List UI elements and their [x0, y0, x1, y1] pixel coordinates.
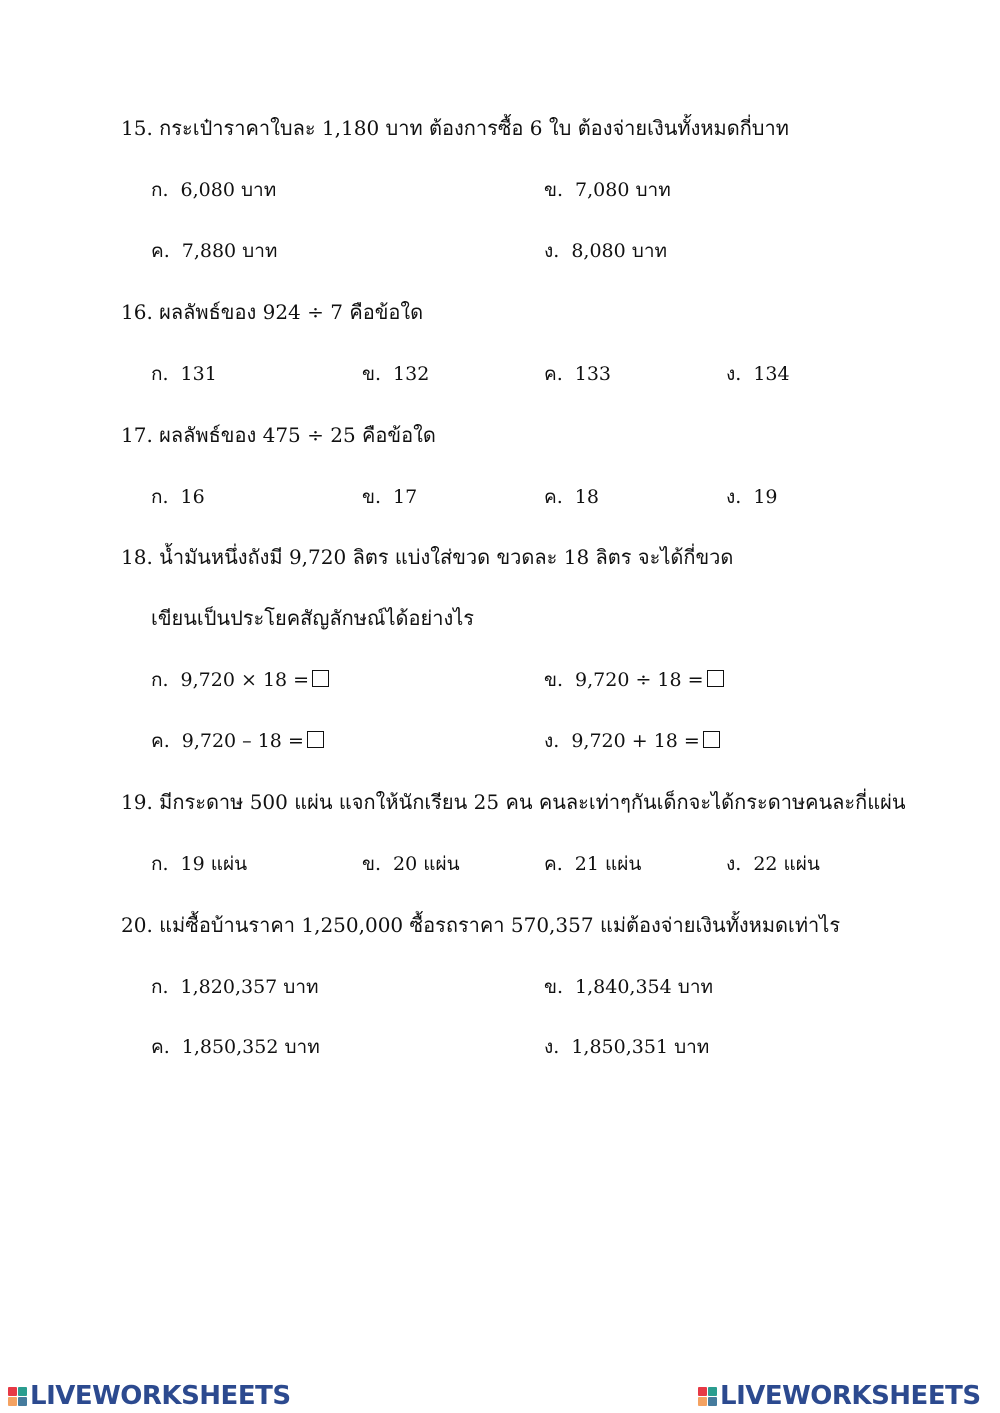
option-20-b[interactable]: ข. 1,840,354 บาท [544, 976, 714, 998]
logo-blocks-icon [8, 1387, 27, 1406]
option-17-c[interactable]: ค. 18 [544, 486, 599, 508]
option-17-a[interactable]: ก. 16 [151, 486, 205, 508]
answer-box-icon [703, 731, 720, 748]
option-19-d[interactable]: ง. 22 แผ่น [726, 853, 820, 875]
question-19-stem: 19. มีกระดาษ 500 แผ่น แจกให้นักเรียน 25 คน คนละเท่าๆกันเด็กจะได้กระดาษคนละกี่แผ่น [121, 790, 906, 814]
option-15-a[interactable]: ก. 6,080 บาท [151, 179, 277, 201]
option-17-d[interactable]: ง. 19 [726, 486, 778, 508]
option-15-d[interactable]: ง. 8,080 บาท [544, 240, 668, 262]
logo-blocks-icon [698, 1387, 717, 1406]
question-18-stem: 18. น้ำมันหนึ่งถังมี 9,720 ลิตร แบ่งใส่ขวด ขวดละ 18 ลิตร จะได้กี่ขวด [121, 545, 734, 569]
question-16-stem: 16. ผลลัพธ์ของ 924 ÷ 7 คือข้อใด [121, 300, 424, 324]
option-15-b[interactable]: ข. 7,080 บาท [544, 179, 671, 201]
question-20-stem: 20. แม่ซื้อบ้านราคา 1,250,000 ซื้อรถราคา 570,357 แม่ต้องจ่ายเงินทั้งหมดเท่าไร [121, 913, 841, 937]
option-19-b[interactable]: ข. 20 แผ่น [362, 853, 460, 875]
question-17-stem: 17. ผลลัพธ์ของ 475 ÷ 25 คือข้อใด [121, 423, 436, 447]
option-15-c[interactable]: ค. 7,880 บาท [151, 240, 278, 262]
option-18-c[interactable]: ค. 9,720 – 18 = [151, 728, 324, 754]
option-19-a[interactable]: ก. 19 แผ่น [151, 853, 248, 875]
answer-box-icon [707, 670, 724, 687]
logo-text: LIVEWORKSHEETS [720, 1381, 981, 1411]
option-20-a[interactable]: ก. 1,820,357 บาท [151, 976, 319, 998]
liveworksheets-logo-left[interactable] [8, 1381, 291, 1411]
option-16-c[interactable]: ค. 133 [544, 363, 612, 385]
question-15-stem: 15. กระเป๋าราคาใบละ 1,180 บาท ต้องการซื้อ 6 ใบ ต้องจ่ายเงินทั้งหมดกี่บาท [121, 116, 789, 140]
option-16-a[interactable]: ก. 131 [151, 363, 217, 385]
question-18-stem-line2: เขียนเป็นประโยคสัญลักษณ์ได้อย่างไร [151, 606, 475, 630]
option-18-d[interactable]: ง. 9,720 + 18 = [544, 728, 720, 754]
logo-text: LIVEWORKSHEETS [30, 1381, 291, 1411]
liveworksheets-logo-right[interactable] [698, 1381, 981, 1411]
option-17-b[interactable]: ข. 17 [362, 486, 418, 508]
option-20-c[interactable]: ค. 1,850,352 บาท [151, 1036, 320, 1058]
option-19-c[interactable]: ค. 21 แผ่น [544, 853, 642, 875]
option-16-d[interactable]: ง. 134 [726, 363, 790, 385]
option-18-a[interactable]: ก. 9,720 × 18 = [151, 667, 329, 693]
answer-box-icon [312, 670, 329, 687]
option-16-b[interactable]: ข. 132 [362, 363, 430, 385]
option-18-b[interactable]: ข. 9,720 ÷ 18 = [544, 667, 724, 693]
option-20-d[interactable]: ง. 1,850,351 บาท [544, 1036, 710, 1058]
answer-box-icon [307, 731, 324, 748]
